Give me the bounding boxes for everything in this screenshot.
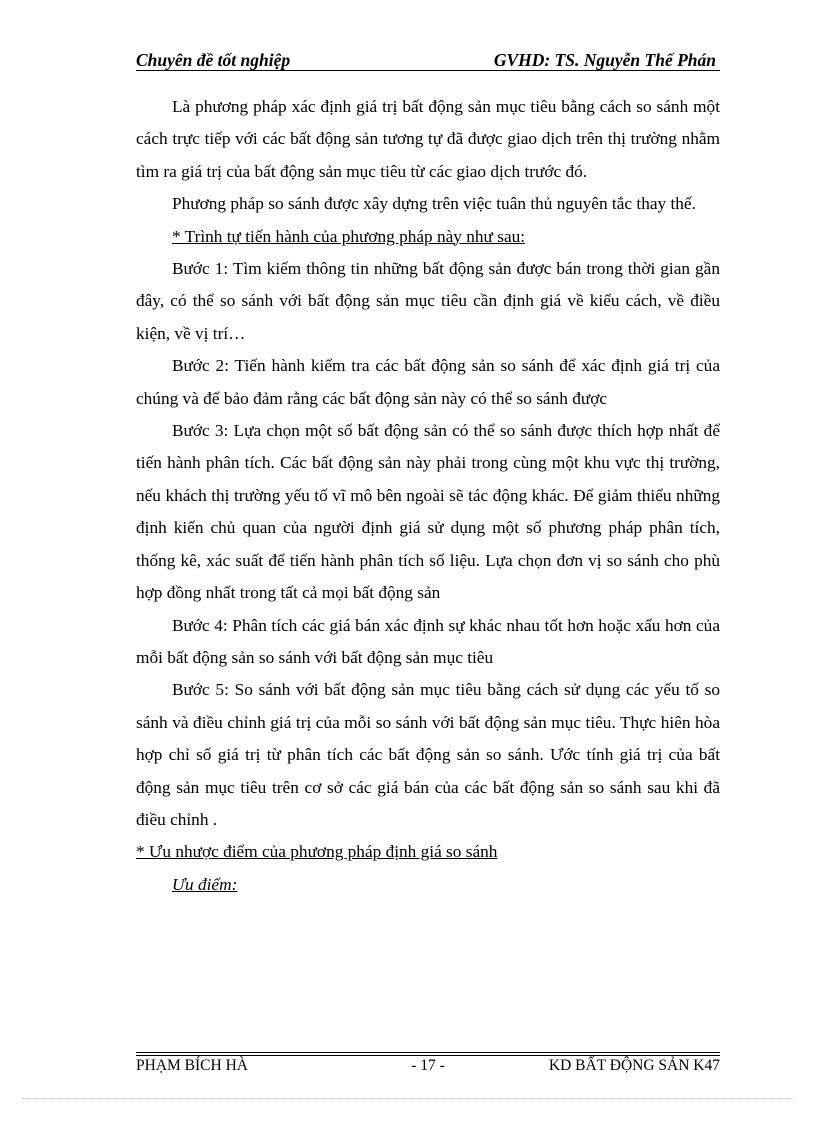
paragraph-definition: Là phương pháp xác định giá trị bất động sản mục tiêu bằng cách so sánh một cách trực tiếp với các bất động sản tương tự đã được giao dịch trên thị trường nhằm tìm ra giá trị của bất động sản mục tiêu từ các giao dịch trước đó. [136, 97, 720, 181]
footer-rule-bottom [136, 1055, 720, 1056]
page-footer [136, 1057, 720, 1079]
paragraph-principle: Phương pháp so sánh được xây dựng trên việc tuân thủ nguyên tắc thay thế. [172, 194, 696, 214]
page-number: - 17 - [411, 1057, 445, 1074]
page-header [136, 48, 720, 71]
footer-rule-top [136, 1052, 720, 1053]
footer-course: KD BẤT ĐỘNG SẢN K47 [548, 1057, 720, 1074]
section-heading-procedure-text: * Trình tự tiến hành của phương pháp này như sau: [172, 226, 526, 246]
header-document-title: Chuyên đề tốt nghiệp [136, 50, 291, 70]
section-heading-pros-cons-text: * Ưu nhược điểm của phương pháp định giá so sánh [136, 842, 498, 862]
section-heading-pros-cons [136, 836, 720, 868]
subheading-advantages [136, 869, 720, 901]
header-supervisor: GVHD: TS. Nguyễn Thế Phán [493, 50, 716, 70]
section-heading-procedure [136, 221, 720, 253]
paragraph-step-4: Bước 4: Phân tích các giá bán xác định sự khác nhau tốt hơn hoặc xấu hơn của mỗi bất động sản so sánh với bất động sản mục tiêu [136, 615, 720, 667]
page-bottom-dotted-line [22, 1098, 794, 1099]
paragraph-step-1: Bước 1: Tìm kiếm thông tin những bất động sản được bán trong thời gian gần đây, có thể so sánh với bất động sản mục tiêu cần định giá về kiểu cách, về điều kiện, về vị trí… [136, 259, 720, 343]
paragraph-step-2: Bước 2: Tiến hành kiểm tra các bất động sản so sánh để xác định giá trị của chúng và để bảo đảm rằng các bất động sản này có thể so sánh được [136, 356, 720, 408]
subheading-advantages-text: Ưu điểm: [172, 874, 238, 894]
footer-author: PHẠM BÍCH HÀ [136, 1057, 248, 1074]
document-body [136, 91, 720, 901]
paragraph-step-3: Bước 3: Lựa chọn một số bất động sản có thể so sánh được thích hợp nhất để tiến hành phân tích. Các bất động sản này phải trong cùng một khu vực thị trường, nếu khách thị trường yếu tố vĩ mô bên ngoài sẽ tác động khác. Để giảm thiểu những định kiến chủ quan của người định giá sử dụng một số phương pháp phân tích, thống kê, xác suất để tiến hành phân tích số liệu. Lựa chọn đơn vị so sánh cho phù hợp đồng nhất trong tất cả mọi bất động sản [136, 421, 720, 603]
paragraph-step-5: Bước 5: So sánh với bất động sản mục tiêu bằng cách sử dụng các yếu tố so sánh và điều chỉnh giá trị của mỗi so sánh với bất động sản mục tiêu. Thực hiên hòa hợp chỉ số giá trị từ phân tích các bất động sản so sánh. Ước tính giá trị của bất động sản mục tiêu trên cơ sở các giá bán của các bất động sản so sánh sau khi đã điều chỉnh . [136, 680, 720, 829]
